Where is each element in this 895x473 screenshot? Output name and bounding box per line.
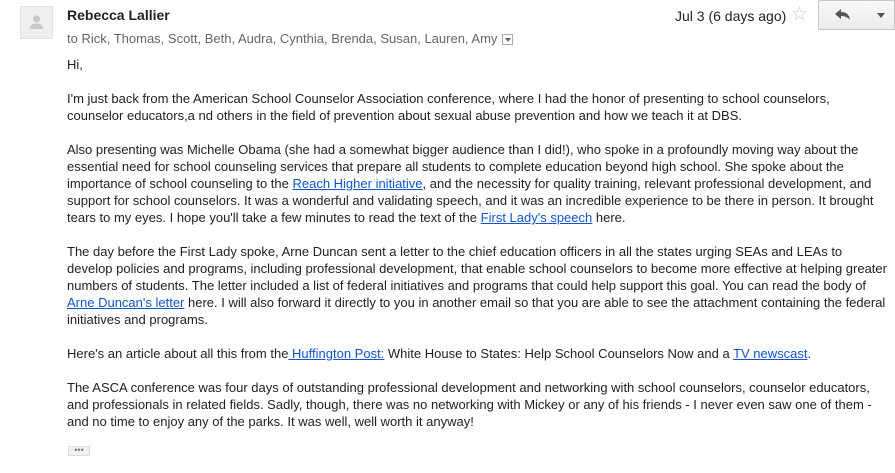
show-details-dropdown-icon[interactable] [502,34,513,45]
reach-higher-link[interactable]: Reach Higher initiative [292,176,423,191]
chevron-down-icon [877,13,885,18]
message-date: Jul 3 (6 days ago) [675,8,787,24]
reply-icon [835,9,851,21]
paragraph-2: Also presenting was Michelle Obama (she had a somewhat bigger audience than I did!), who spoke in a profoundly moving way about the essential need for school counseling services that prepare all students to complete education beyond high school. She spoke about the importance of school counseling to the Reach Higher initiative, and the necessity for quality training, relevant professional development, and support for school counselors. It was a wonderful and validating speech, and it was an incredible experience to be there in person. It brought tears to my eyes. I hope you'll take a few minutes to read the text of the First Lady's speech here. [67,142,874,225]
recipients-line [67,31,513,46]
show-trimmed-content-button[interactable]: ••• [68,446,90,456]
paragraph-1: I'm just back from the American School Counselor Association conference, where I had the honor of presenting to school counselors, counselor educators,a nd others in the field of prevention about sexual abuse prevention and how we teach it at DBS. [67,91,830,123]
recipients-list: to Rick, Thomas, Scott, Beth, Audra, Cynthia, Brenda, Susan, Lauren, Amy [67,31,498,46]
default-avatar-icon [21,7,52,38]
star-icon[interactable]: ☆ [791,4,809,25]
message-body [67,56,889,447]
paragraph-4: Here's an article about all this from the Huffington Post: White House to States: Help School Counselors Now and a TV newscast. [67,346,812,361]
more-options-button[interactable] [867,0,895,30]
reply-button[interactable] [818,0,868,30]
huffington-post-link[interactable]: Huffington Post: [288,346,385,361]
first-lady-speech-link[interactable]: First Lady's speech [480,210,593,225]
tv-newscast-link[interactable]: TV newscast [733,346,808,361]
paragraph-5: The ASCA conference was four days of outstanding professional development and networking with school counselors, counselor educators, and professionals in related fields. Sadly, though, there was no networking with Mickey or any of his friends - I never even saw one of them - and no time to enjoy any of the parks. It was well, well worth it anyway! [67,380,872,429]
greeting: Hi, [67,57,83,72]
arne-duncan-letter-link[interactable]: Arne Duncan's letter [67,295,185,310]
sender-avatar [20,6,53,39]
sender-name[interactable]: Rebecca Lallier [67,7,170,23]
paragraph-3: The day before the First Lady spoke, Arne Duncan sent a letter to the chief education officers in all the states urging SEAs and LEAs to develop policies and programs, including professional development, that enable school counselors to become more effective at helping greater numbers of students. The letter included a list of federal initiatives and programs that could help support this goal. You can read the body of Arne Duncan's letter here. I will also forward it directly to you in another email so that you are able to see the attachment containing the federal initiatives and programs. [67,244,887,327]
